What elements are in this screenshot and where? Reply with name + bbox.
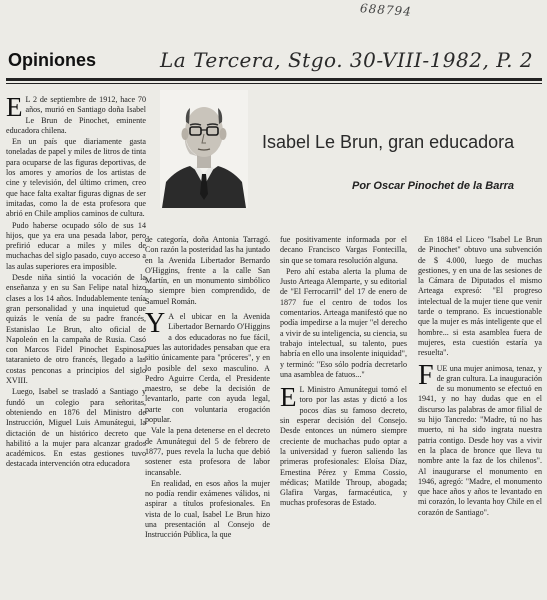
drop-cap: Y (145, 308, 166, 340)
byline: Por Oscar Pinochet de la Barra (352, 180, 515, 192)
handwritten-archive-number: 688794 (359, 1, 413, 19)
author-portrait-photo (160, 90, 248, 208)
section-title: Opiniones (8, 50, 97, 70)
paragraph: L Ministro Amunátegui tomó el toro por las astas y dictó a los pocos días su famoso decreto, sin esperar decisión del Consejo. Desde entonces un número siempre creciente de muchachas pudo optar a la universidad y fueron saliendo las primeras profesionales: Eloísa Díaz, Ernestina Pérez y Emma Cossio, médicas; Matilde Throup, abogada; Glafira Vargas, farmacéutica, y muchas profesoras de Estado. (280, 385, 407, 508)
paragraph: UE una mujer animosa, tenaz, y de gran cultura. La inauguración de su monumento se efectuó en 1941, y no hay dudas que en el discurso las palabras de amor filial de su hijo Tancredo: "Madre, tú no has muerto, ni ha sido ingrata nuestra patria contigo. Desde hoy vas a vivir en la placa de bronce que lleva tu nombre ante la faz de los chilenos". Al inaugurarse el monumento en 1946, agregó: "Madre, el monumento que hace años y años te levantado en mi corazón, lo levanta hoy Chile en el corazón de Santiago". (418, 363, 542, 517)
article-column-2 (145, 235, 270, 595)
paragraph: En un país que diariamente gasta toneladas de papel y miles de litros de tinta para ocuparse de las figuras deportivas, de los amores y amoríos de los artistas de cine y televisión, del último crimen, creo que hace falta exaltar figuras dignas de ser imitadas, como la de esta profesora que abrió en Chile amplios caminos de cultura. (6, 137, 146, 219)
headline: Isabel Le Brun, gran educadora (262, 132, 515, 152)
drop-cap: E (6, 95, 23, 122)
paragraph: fue positivamente informada por el decano Francisco Vargas Fontecilla, sin que se tomara resolución alguna. (280, 235, 407, 265)
article-column-3 (280, 235, 407, 595)
portrait-image (160, 90, 248, 208)
section-rule (6, 78, 542, 81)
section-rule-thin (6, 83, 542, 84)
paragraph: L 2 de septiembre de 1912, hace 70 años, murió en Santiago doña Isabel Le Brun de Pinochet, eminente educadora chilena. (6, 95, 146, 135)
paragraph: Pero ahí estaba alerta la pluma de Justo Arteaga Alemparte, y su editorial de "El Ferrocarril" del 17 de enero de 1877 fue el centro de todos los comentarios. Arteaga manifestó que no podía impedirse a la mujer "el derecho a vivir de su inteligencia, su ciencia, su trabajo intelectual, su talento, pues habría en ello una insolente iniquidad", y terminó: "Eso sólo podría decretarlo una asamblea de fatuos..." (280, 266, 407, 379)
drop-cap: F (418, 359, 434, 391)
paragraph: Vale la pena detenerse en el decreto de Amunátegui del 5 de febrero de 1877, pues revela la lucha que debió sostener esta profesora de labor incansable. (145, 426, 270, 477)
article-column-1 (6, 95, 146, 595)
drop-cap: E (280, 382, 297, 413)
handwritten-source-note: La Tercera, Stgo. 30-VIII-1982, P. 2 (160, 48, 534, 72)
paragraph: A el ubicar en la Avenida Libertador Bernardo O'Higgins a dos educadoras no fue fácil, pues las autoridades pensaban que era sitio únicamente para "próceres", y en lo posible del sexo masculino. A Pedro Aguirre Cerda, el Presidente maestro, se debe la decisión de levantarlo, parte con ayuda legal, parte con voluntaria erogación popular. (145, 312, 270, 425)
paragraph: En 1884 el Liceo "Isabel Le Brun de Pinochet" obtuvo una subvención de $ 4.000, luego de muchas gestiones, y en una de las sesiones de la Cámara de Diputados el mismo Arteaga expresó: "El progreso intelectual de la mujer tiene que venir tarde o temprano. Es incuestionable que la mujer es más inteligente que el hombre... si esta asamblea fuera de mujeres, esta cuestión estaría ya resuelta". (418, 235, 542, 358)
article-column-4 (418, 235, 542, 595)
paragraph: En realidad, en esos años la mujer no podía rendir exámenes válidos, ni aspirar a títulos profesionales. En vista de lo cual, Isabel Le Brun hizo una presentación al Consejo de Instrucción Pública, la que (145, 478, 270, 540)
paragraph: de categoría, doña Antonia Tarragó. Con razón la posteridad las ha juntado en la Avenida Libertador Bernardo O'Higgins, frente a la calle San Martín, en un monumento simbólico no siempre bien comprendido, de Samuel Román. (145, 235, 270, 306)
paragraph: Pudo haberse ocupado sólo de sus 14 hijos, que ya era una pesada labor, pero prefirió educar a miles y miles de muchachas del siglo pasado, cuyo acceso a las aulas superiores era imposible. (6, 220, 146, 271)
paragraph: Luego, Isabel se trasladó a Santiago y fundó un colegio para señoritas, obteniendo en 1876 del Ministro de Instrucción, Miguel Luis Amunátegui, la dictación de un histórico decreto que habilitó a la mujer para alcanzar grados académicos. En estas gestiones tuvo destacada intervención otra educadora (6, 387, 146, 469)
paragraph: Desde niña sintió la vocación de la enseñanza y en su San Felipe natal hizo clases a los 14 años. Indudablemente tenía gran personalidad y una inquietud que quizás le venía de su padre francés, Estanislao Le Brun, alto oficial de Napoleón en la campaña de Rusia. Casó con Marcos Fidel Pinochet Espinosa, tataranieto de otro francés, llegado a las costas penconas a principios del siglo XVIII. (6, 273, 146, 386)
